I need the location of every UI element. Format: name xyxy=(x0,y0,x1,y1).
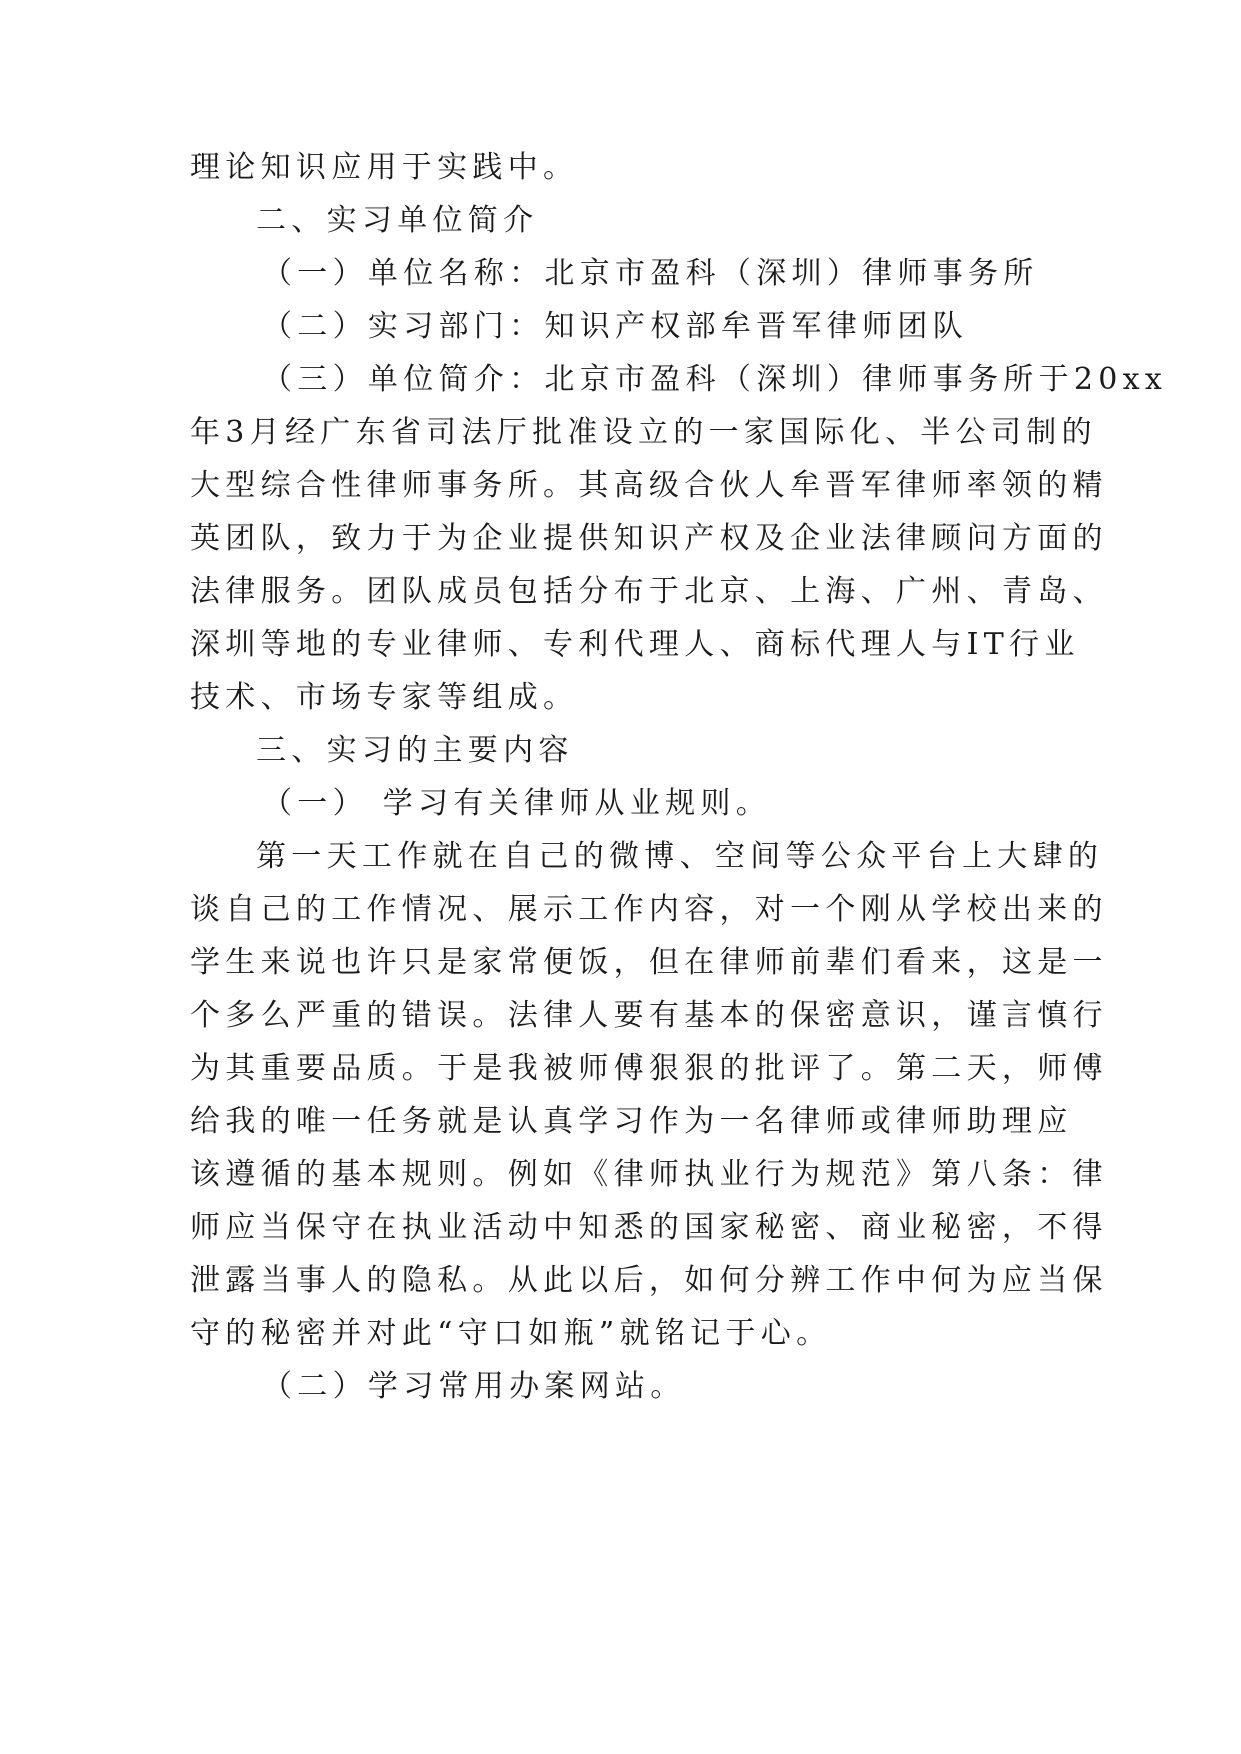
paragraph-line: 泄露当事人的隐私。从此以后，如何分辨工作中何为应当保 xyxy=(190,1263,1108,1298)
paragraph-line: 第一天工作就在自己的微博、空间等公众平台上大肆的 xyxy=(256,839,1104,874)
paragraph-line: 深圳等地的专业律师、专利代理人、商标代理人与IT行业 xyxy=(190,627,1080,662)
subsection-line: （一）单位名称：北京市盈科（深圳）律师事务所 xyxy=(262,256,1039,291)
section-heading: 三、实习的主要内容 xyxy=(256,733,574,768)
paragraph-line: 英团队，致力于为企业提供知识产权及企业法律顾问方面的 xyxy=(190,521,1108,556)
subsection-line: （三）单位简介：北京市盈科（深圳）律师事务所于20xx xyxy=(262,362,1168,397)
paragraph-line: 为其重要品质。于是我被师傅狠狠的批评了。第二天，师傅 xyxy=(190,1051,1108,1086)
paragraph-line: 理论知识应用于实践中。 xyxy=(190,150,579,185)
section-heading: 二、实习单位简介 xyxy=(256,203,539,238)
subsection-line: （二）实习部门：知识产权部牟晋军律师团队 xyxy=(262,309,968,344)
subsection-line: （二）学习常用办案网站。 xyxy=(262,1369,686,1404)
paragraph-line: 大型综合性律师事务所。其高级合伙人牟晋军律师率领的精 xyxy=(190,468,1108,503)
paragraph-line: 谈自己的工作情况、展示工作内容，对一个刚从学校出来的 xyxy=(190,892,1108,927)
paragraph-line: 守的秘密并对此“守口如瓶”就铭记于心。 xyxy=(190,1316,832,1351)
paragraph-line: 技术、市场专家等组成。 xyxy=(190,680,579,715)
paragraph-line: 个多么严重的错误。法律人要有基本的保密意识，谨言慎行 xyxy=(190,998,1108,1033)
paragraph-line: 法律服务。团队成员包括分布于北京、上海、广州、青岛、 xyxy=(190,574,1108,609)
subsection-line: （一） 学习有关律师从业规则。 xyxy=(262,786,772,821)
paragraph-line: 该遵循的基本规则。例如《律师执业行为规范》第八条：律 xyxy=(190,1157,1108,1192)
paragraph-line: 师应当保守在执业活动中知悉的国家秘密、商业秘密，不得 xyxy=(190,1210,1108,1245)
paragraph-line: 给我的唯一任务就是认真学习作为一名律师或律师助理应 xyxy=(190,1104,1073,1139)
paragraph-line: 年3月经广东省司法厅批准设立的一家国际化、半公司制的 xyxy=(190,415,1097,450)
paragraph-line: 学生来说也许只是家常便饭，但在律师前辈们看来，这是一 xyxy=(190,945,1108,980)
